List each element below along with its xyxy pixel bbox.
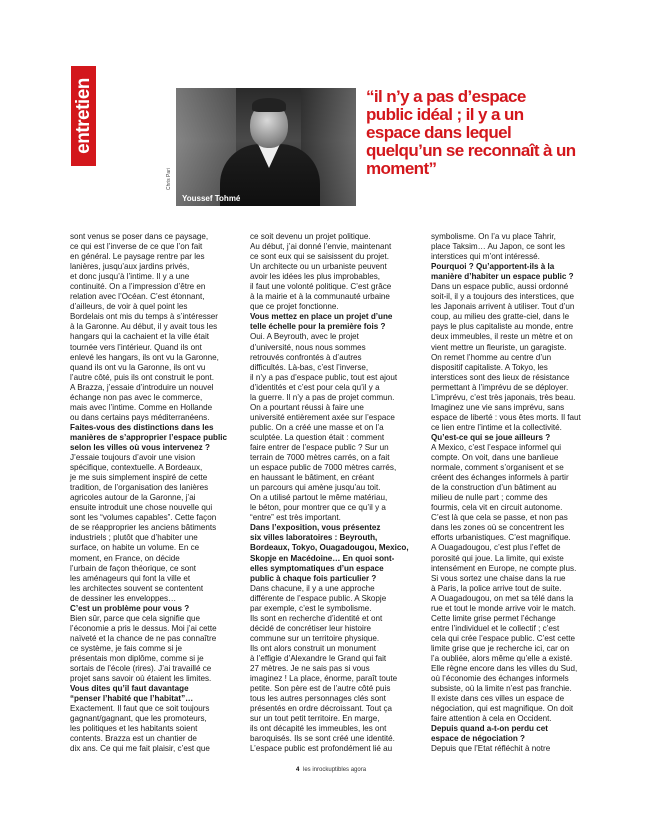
interview-question: Vous dites qu’il faut davantage “penser l’habité que l’habitat”… — [70, 684, 194, 704]
paragraph: symbolisme. On l’a vu place Tahrir, place Taksim… Au Japon, ce sont les interstices qui m’ont intéressé. — [431, 232, 565, 262]
paragraph: J’essaie toujours d’avoir une vision spécifique, contextuelle. A Bordeaux, je me suis simplement inspiré de cette tradition, de l’organisation des lanières agricoles autour de la Garonne, j’ai ensuite introduit une chose nouvelle qui sont les “volumes capables”. Cette façon de se réapproprier les anciens bâtiments industriels ; plutôt que d’habiter une surface, on habite un volume. En ce moment, en France, on décide l’urbain de façon théorique, ce sont les aménageurs qui font la ville et les architectes souvent se contentent de dessiner les enveloppes… — [70, 453, 217, 603]
paragraph: Depuis que l’Etat réfléchit à notre — [431, 744, 551, 754]
page-number: 4 — [296, 767, 300, 773]
text-column-2 — [250, 232, 429, 754]
interview-question: Qu’est-ce qui se joue ailleurs ? — [431, 432, 551, 442]
interview-question: Dans l’exposition, vous présentez six villes laboratoires : Beyrouth, Bordeaux, Tokyo, Ouagadougou, Mexico, Skopje en Macédoine… En quoi sont- elles symptomatiques d’un espace public à chaque fois particulier ? — [250, 523, 409, 583]
paragraph: sont venus se poser dans ce paysage, ce qui est l’inverse de ce que l’on fait en général. Le paysage rentre par les lanières, jusqu’aux jardins privés, et donc jusqu’à l’intime. Il y a une continuité. On a l’impression d’être en relation avec l’Océan. C’est étonnant, d’ailleurs, de voir à quel point les Bordelais ont mis du temps à s’intéresser à la Garonne. Au début, il y avait tous les hangars qui la cachaient et la ville était tournée vers l’intérieur. Quand ils ont enlevé les hangars, ils ont vu la Garonne, quand ils ont vu la Garonne, ils ont vu l’autre côté, puis ils ont construit le pont. A Brazza, j’essaie d’introduire un nouvel échange non pas avec le commerce, mais avec l’intime. Comme en Hollande ou dans certains pays méditerranéens. — [70, 232, 219, 422]
publication-name: les inrockuptibles agora — [303, 767, 367, 773]
section-tag — [71, 66, 96, 166]
interview-question: Pourquoi ? Qu’apportent-ils à la manière d’habiter un espace public ? — [431, 262, 574, 282]
paragraph: Bien sûr, parce que cela signifie que l’économie a pris le dessus. Moi j’ai cette naïveté et la chance de ne pas connaître ce système, je fais comme si je présentais mon diplôme, comme si je sortais de l’école (rires). J’ai travaillé ce projet sans savoir où étaient les limites. — [70, 613, 217, 684]
text-column-3 — [431, 232, 610, 754]
interview-question: Vous mettez en place un projet d’une telle échelle pour la première fois ? — [250, 312, 393, 332]
paragraph: ce soit devenu un projet politique. Au début, j’ai donné l’envie, maintenant ce sont eux qui se saisissent du projet. Un architecte ou un urbaniste peuvent avoir les idées les plus improbables, il faut une volonté politique. C’est grâce à la mairie et à la communauté urbaine que ce projet fonctionne. — [250, 232, 392, 312]
photo-caption: Youssef Tohmé — [182, 194, 241, 203]
interview-question: C’est un problème pour vous ? — [70, 603, 190, 613]
paragraph: Exactement. Il faut que ce soit toujours gagnant/gagnant, que les promoteurs, les politiques et les habitants soient contents. Brazza est un chantier de dix ans. Ce qui me fait plaisir, c’est que — [70, 704, 210, 754]
paragraph: Dans chacune, il y a une approche différente de l’espace public. A Skopje par exemple, c’est le symbolisme. Ils sont en recherche d’identité et ont décidé de concrétiser leur histoire commune sur un territoire physique. Ils ont alors construit un monument à l’effigie d’Alexandre le Grand qui fait 27 mètres. Je ne sais pas si vous imaginez ! La place, énorme, paraît toute petite. Son père est de l’autre côté puis tous les autres personnages clés sont présentés en ordre décroissant. Tout ça sur un tout petit territoire. En marge, ils ont décapité les immeubles, les ont baroquisés. Ils se sont créé une identité. L’espace public est profondément lié au — [250, 583, 398, 754]
interview-question: Faites-vous des distinctions dans les manières de s’approprier l’espace public selon les villes où vous intervenez ? — [70, 422, 227, 452]
paragraph: Oui. A Beyrouth, avec le projet d’université, nous nous sommes retrouvés confrontés à d’autres difficultés. Là-bas, c’est l’inverse, il n’y a pas d’espace public, tout est ajout d’identités et c’est pour cela qu’il y a la guerre. Il n’y a pas de projet commun. On a pourtant réussi à faire une université entièrement axée sur l’espace public. On a créé une masse et on l’a sculptée. La question était : comment faire entrer de l’espace public ? Sur un terrain de 7000 mètres carrés, on a fait un espace public de 7000 mètres carrés, en haussant le bâtiment, en créant un parcours qui amène jusqu’au toit. On a utilisé partout le même matériau, le béton, pour montrer que ce qu’il y a “entre” est très important. — [250, 332, 398, 523]
interview-question: Depuis quand a-t-on perdu cet espace de négociation ? — [431, 724, 548, 744]
paragraph: A Mexico, c’est l’espace informel qui compte. On voit, dans une banlieue normale, comment s’organisent et se créent des échanges informels à partir de la construction d’un bâtiment au milieu de nulle part ; comme des fourmis, cela vit en circuit autonome. C’est là que cela se passe, et non pas dans les zones où se concentrent les efforts urbanistiques. C’est magnifique. A Ouagadougou, c’est plus l’effet de porosité qui joue. La limite, qui existe intensément en Europe, ne compte plus. Si vous sortez une chaise dans la rue à Paris, la police arrive tout de suite. A Ouagadougou, on met sa télé dans la rue et tout le monde arrive voir le match. Cette limite grise permet l’échange entre l’individuel et le collectif ; c’est cela qui crée l’espace public. C’est cette limite grise que je recherche ici, car on l’a oubliée, alors même qu’elle a existé. Elle règne encore dans les villes du Sud, où l’économie des échanges informels subsiste, où la limite n’est pas franchie. Il existe dans ces villes un espace de négociation, qui est magnifique. On doit faire attention à cela en Occident. — [431, 442, 578, 724]
photo-subject-hair — [252, 98, 286, 112]
text-column-1 — [70, 232, 249, 754]
paragraph: Dans un espace public, aussi ordonné soit-il, il y a toujours des interstices, que les Japonais arrivent à utiliser. Tout d’un coup, au milieu des gratte-ciel, dans le pays le plus capitaliste au monde, entre deux immeubles, il reste un mètre et on vient mettre un fleuriste, un garagiste. On remet l’homme au centre d’un dispositif capitaliste. A Tokyo, les interstices sont des lieux de résistance permettant à l’imprévu de se déployer. L’imprévu, c’est très japonais, très beau. Imaginez une vie sans imprévu, sans espace de liberté : vous êtes morts. Il faut ce lien entre l’intime et la collectivité. — [431, 282, 581, 432]
page-footer — [296, 767, 366, 773]
pull-quote: “il n’y a pas d’espace public idéal ; il y a un espace dans lequel quelqu’un se reconnaît à un moment” — [366, 87, 576, 178]
portrait-photo — [176, 88, 356, 206]
photo-credit: Chris Pari — [166, 168, 172, 190]
section-tag-label: entretien — [72, 78, 94, 154]
